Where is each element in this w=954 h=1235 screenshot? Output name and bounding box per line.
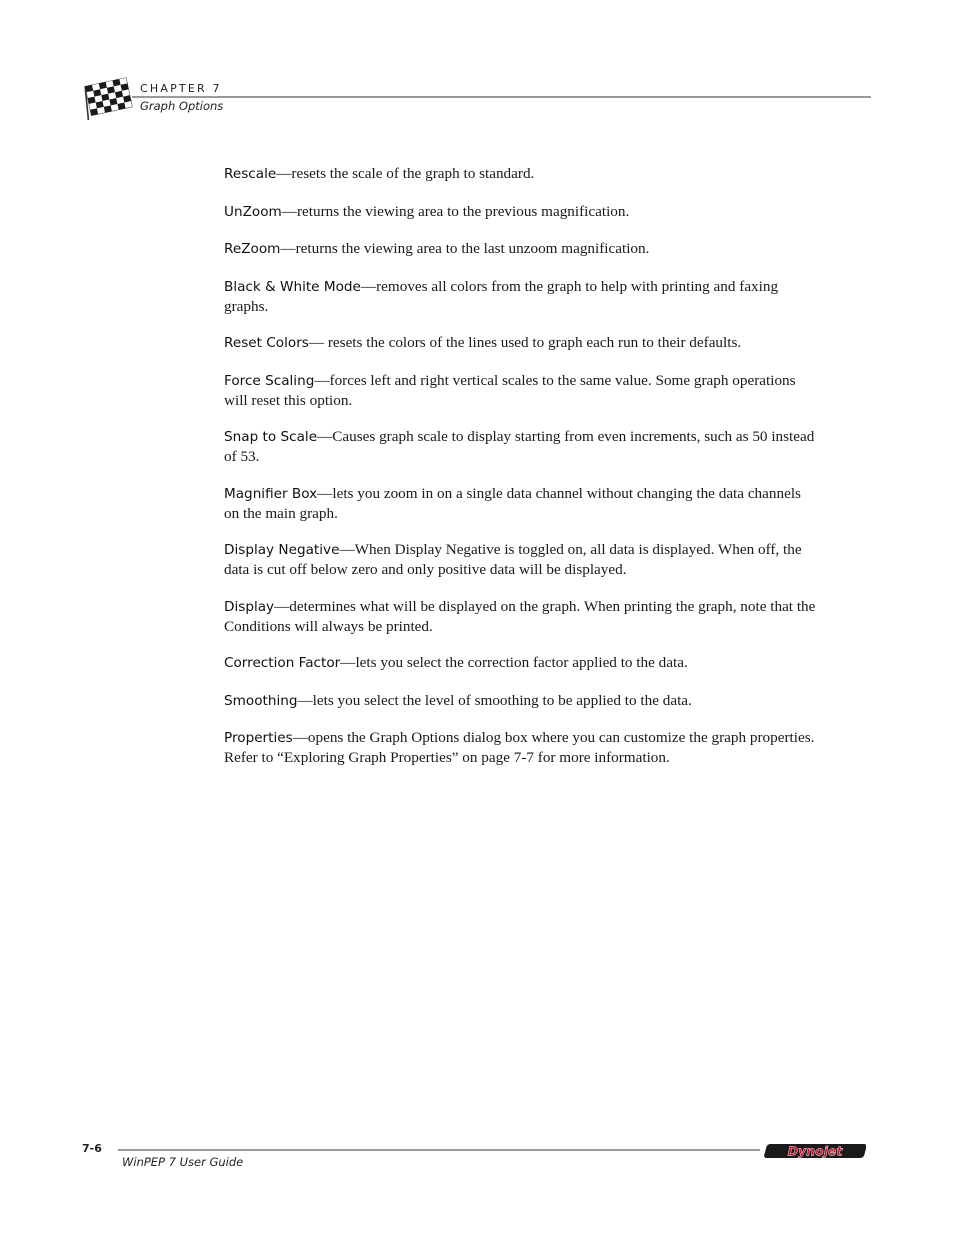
definition-term: ReZoom	[224, 241, 281, 257]
definition-term: UnZoom	[224, 203, 282, 220]
definition-text: —lets you select the correction factor applied to the data.	[340, 654, 688, 671]
definition-text: —determines what will be displayed on the graph. When printing the graph, note that the Conditions will always be printed.	[224, 597, 816, 635]
svg-text:Dynojet: Dynojet	[787, 1143, 843, 1159]
definition-entry	[224, 202, 816, 222]
definition-term: Properties	[224, 730, 293, 746]
definition-text: —Causes graph scale to display starting from even increments, such as 50 instead of 53.	[224, 428, 815, 465]
definition-text: —When Display Negative is toggled on, all data is displayed. When off, the data is cut off below zero and only positive data will be displayed.	[224, 541, 802, 578]
definition-entry	[224, 484, 816, 523]
definition-entry	[224, 371, 816, 410]
header-rule	[132, 96, 871, 98]
definition-entry	[224, 427, 816, 466]
checkered-flag-icon	[80, 76, 134, 120]
definition-entry	[224, 597, 816, 636]
definition-text: —opens the Graph Options dialog box where you can customize the graph properties. Refer to “Exploring Graph Properties” on page 7-7 for more information.	[224, 729, 815, 766]
definition-text: — resets the colors of the lines used to graph each run to their defaults.	[308, 334, 742, 351]
definition-text: —forces left and right vertical scales to the same value. Some graph operations will reset this option.	[224, 371, 796, 409]
definition-text: —returns the viewing area to the last unzoom magnification.	[280, 240, 650, 257]
definition-term: Force Scaling	[224, 372, 315, 389]
definition-text: —lets you zoom in on a single data channel without changing the data channels on the main graph.	[224, 484, 801, 522]
definition-entry	[224, 728, 816, 767]
definition-text: —resets the scale of the graph to standard.	[276, 165, 535, 182]
definition-text: —returns the viewing area to the previous magnification.	[281, 202, 630, 220]
chapter-title: Graph Options	[140, 99, 224, 113]
definition-term: Correction Factor	[224, 655, 341, 671]
definition-entry	[224, 653, 816, 673]
chapter-label: CHAPTER 7	[140, 82, 222, 95]
footer-rule	[118, 1149, 760, 1151]
definition-entry	[224, 691, 816, 711]
definition-entry	[224, 540, 816, 579]
definition-text: —lets you select the level of smoothing to be applied to the data.	[297, 691, 692, 709]
definition-text: —removes all colors from the graph to help with printing and faxing graphs.	[224, 277, 779, 315]
definition-entry	[224, 333, 816, 353]
definition-term: Snap to Scale	[224, 429, 318, 445]
definition-entry	[224, 164, 816, 184]
definition-term: Magnifier Box	[224, 485, 318, 502]
definition-term: Black & White Mode	[224, 278, 361, 295]
definition-entry	[224, 239, 816, 259]
definition-list	[224, 164, 816, 785]
definition-term: Reset Colors	[224, 335, 309, 351]
dynojet-logo	[762, 1141, 866, 1161]
page-number: 7-6	[82, 1142, 102, 1155]
definition-term: Smoothing	[224, 692, 298, 709]
definition-term: Display	[224, 598, 275, 615]
guide-title: WinPEP 7 User Guide	[122, 1155, 244, 1169]
definition-term: Rescale	[224, 166, 277, 182]
definition-term: Display Negative	[224, 542, 340, 558]
definition-entry	[224, 277, 816, 316]
